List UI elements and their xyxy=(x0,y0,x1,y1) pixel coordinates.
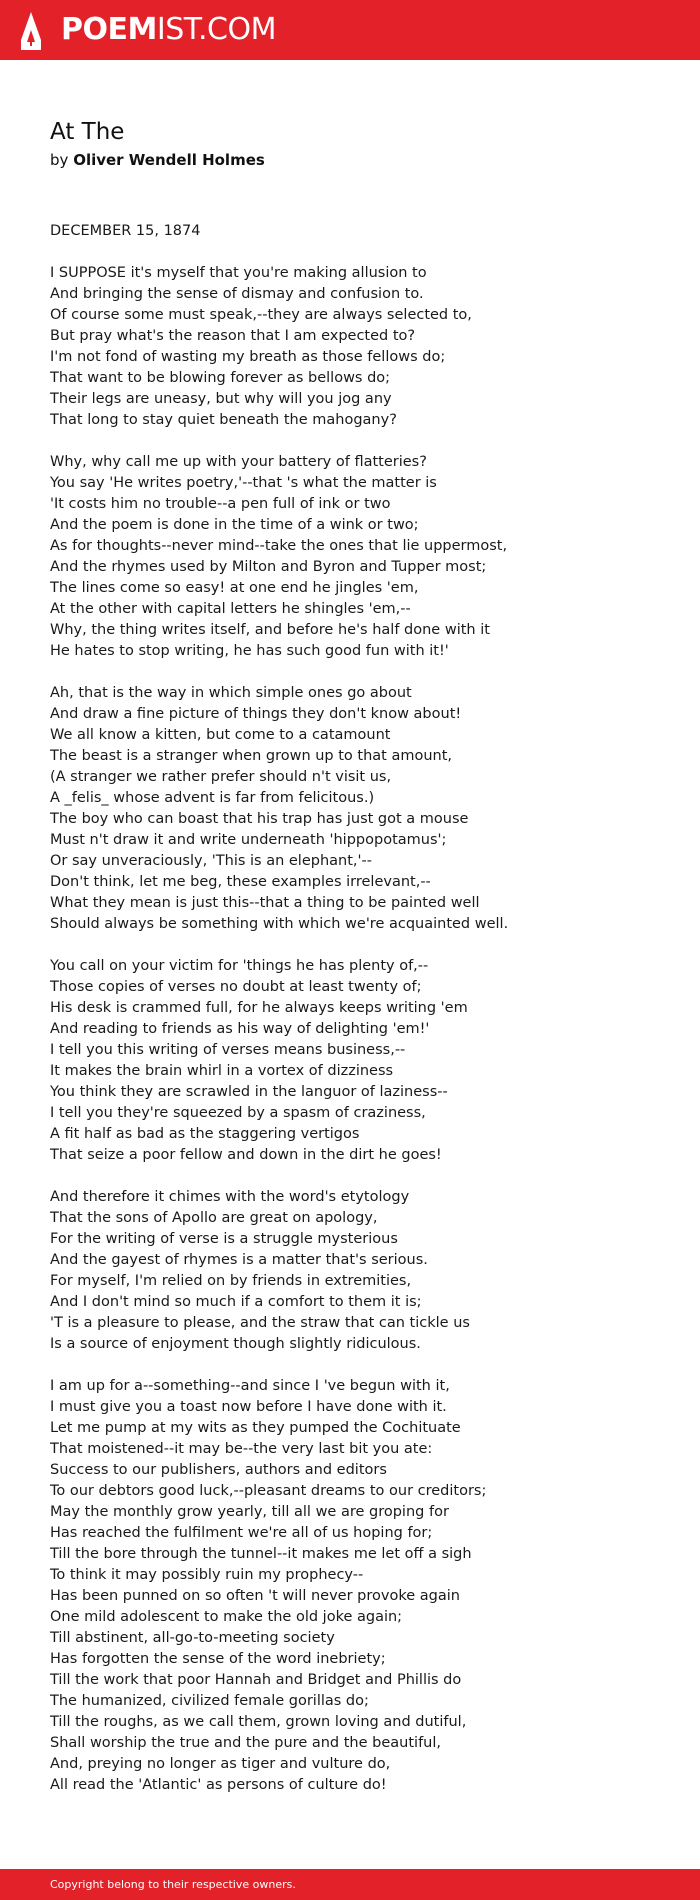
poem-line: Is a source of enjoyment though slightly ridiculous. xyxy=(50,1336,421,1352)
site-header xyxy=(0,0,700,60)
poem-line: Till the roughs, as we call them, grown loving and dutiful, xyxy=(50,1714,467,1730)
poem-line: To our debtors good luck,--pleasant dreams to our creditors; xyxy=(50,1483,487,1499)
poem-line: As for thoughts--never mind--take the ones that lie uppermost, xyxy=(50,538,508,554)
poem-line: But pray what's the reason that I am expected to? xyxy=(50,328,416,344)
poem-line: May the monthly grow yearly, till all we are groping for xyxy=(50,1504,449,1520)
poem-line: The humanized, civilized female gorillas do; xyxy=(50,1693,369,1709)
byline-prefix: by xyxy=(50,151,69,169)
poem-line: Has forgotten the sense of the word inebriety; xyxy=(50,1651,386,1667)
poem-line: All read the 'Atlantic' as persons of culture do! xyxy=(50,1777,387,1793)
poem-byline xyxy=(50,150,660,170)
poem-stanza xyxy=(50,956,670,1166)
poem-body xyxy=(50,263,670,1817)
poem-line: Should always be something with which we're acquainted well. xyxy=(50,916,509,932)
poem-line: Don't think, let me beg, these examples irrelevant,-- xyxy=(50,874,431,890)
poem-line: It makes the brain whirl in a vortex of dizziness xyxy=(50,1063,394,1079)
poem-line: Those copies of verses no doubt at least twenty of; xyxy=(50,979,422,995)
logo-name-bold: POEM xyxy=(61,12,157,47)
poem-line: Has reached the fulfilment we're all of us hoping for; xyxy=(50,1525,433,1541)
poem-line: Till abstinent, all-go-to-meeting society xyxy=(50,1630,335,1646)
poem-line: For the writing of verse is a struggle mysterious xyxy=(50,1231,398,1247)
poem-line: And therefore it chimes with the word's etytology xyxy=(50,1189,410,1205)
poem-line: You call on your victim for 'things he has plenty of,-- xyxy=(50,958,429,974)
poem-line: I tell you this writing of verses means business,-- xyxy=(50,1042,406,1058)
poem-line: And the poem is done in the time of a wink or two; xyxy=(50,517,419,533)
poem-line: You say 'He writes poetry,'--that 's what the matter is xyxy=(50,475,437,491)
poem-line: A fit half as bad as the staggering vertigos xyxy=(50,1126,360,1142)
poem-line: You think they are scrawled in the languor of laziness-- xyxy=(50,1084,448,1100)
poem-line: And, preying no longer as tiger and vulture do, xyxy=(50,1756,391,1772)
poem-line: At the other with capital letters he shingles 'em,-- xyxy=(50,601,411,617)
poem-line: That moistened--it may be--the very last bit you ate: xyxy=(50,1441,433,1457)
poem-line: For myself, I'm relied on by friends in extremities, xyxy=(50,1273,412,1289)
poem-line: To think it may possibly ruin my prophecy-- xyxy=(50,1567,364,1583)
poem-line: Their legs are uneasy, but why will you jog any xyxy=(50,391,392,407)
poem-stanza xyxy=(50,1376,670,1796)
poem-line: I am up for a--something--and since I 've begun with it, xyxy=(50,1378,450,1394)
poem-line: Of course some must speak,--they are always selected to, xyxy=(50,307,472,323)
poem-line: I must give you a toast now before I have done with it. xyxy=(50,1399,447,1415)
poem-line: What they mean is just this--that a thing to be painted well xyxy=(50,895,480,911)
poem-stanza xyxy=(50,1187,670,1355)
poem-line: We all know a kitten, but come to a catamount xyxy=(50,727,391,743)
poem-line: Has been punned on so often 't will never provoke again xyxy=(50,1588,460,1604)
poem-line: Success to our publishers, authors and editors xyxy=(50,1462,387,1478)
poem-title: At The xyxy=(50,119,125,145)
poem-line: One mild adolescent to make the old joke again; xyxy=(50,1609,403,1625)
logo-name-light: IST.COM xyxy=(156,12,276,47)
poem-author: Oliver Wendell Holmes xyxy=(73,151,265,169)
poem-line: Why, the thing writes itself, and before he's half done with it xyxy=(50,622,490,638)
poem-line: The lines come so easy! at one end he jingles 'em, xyxy=(50,580,419,596)
poem-stanza xyxy=(50,683,670,935)
poem-stanza xyxy=(50,263,670,431)
poem-line: His desk is crammed full, for he always keeps writing 'em xyxy=(50,1000,468,1016)
poem-line: Till the work that poor Hannah and Bridget and Phillis do xyxy=(50,1672,462,1688)
poem-line: (A stranger we rather prefer should n't visit us, xyxy=(50,769,392,785)
poem-line: Shall worship the true and the pure and the beautiful, xyxy=(50,1735,441,1751)
poem-line: And I don't mind so much if a comfort to them it is; xyxy=(50,1294,422,1310)
poem-line: And reading to friends as his way of delighting 'em!' xyxy=(50,1021,430,1037)
poem-line: And the gayest of rhymes is a matter that's serious. xyxy=(50,1252,428,1268)
poem-line: He hates to stop writing, he has such good fun with it!' xyxy=(50,643,449,659)
footer-copyright: Copyright belong to their respective owners. xyxy=(50,1878,296,1891)
poem-line: Ah, that is the way in which simple ones go about xyxy=(50,685,412,701)
site-logo[interactable] xyxy=(61,11,276,49)
poem-line: That seize a poor fellow and down in the dirt he goes! xyxy=(50,1147,442,1163)
poem-line: I'm not fond of wasting my breath as those fellows do; xyxy=(50,349,446,365)
poem-line: I tell you they're squeezed by a spasm of craziness, xyxy=(50,1105,426,1121)
poem-line: And the rhymes used by Milton and Byron and Tupper most; xyxy=(50,559,487,575)
poem-line: I SUPPOSE it's myself that you're making allusion to xyxy=(50,265,427,281)
poem-line: That the sons of Apollo are great on apology, xyxy=(50,1210,378,1226)
poem-line: Must n't draw it and write underneath 'hippopotamus'; xyxy=(50,832,447,848)
poem-stanza xyxy=(50,452,670,662)
poem-date: DECEMBER 15, 1874 xyxy=(50,223,201,239)
poem-line: The boy who can boast that his trap has just got a mouse xyxy=(50,811,469,827)
poem-line: 'It costs him no trouble--a pen full of ink or two xyxy=(50,496,391,512)
poem-line: A _felis_ whose advent is far from felicitous.) xyxy=(50,790,375,806)
poem-line: Let me pump at my wits as they pumped the Cochituate xyxy=(50,1420,461,1436)
poem-line: Why, why call me up with your battery of flatteries? xyxy=(50,454,427,470)
poem-line: Or say unveraciously, 'This is an elephant,'-- xyxy=(50,853,372,869)
poem-line: And draw a fine picture of things they don't know about! xyxy=(50,706,462,722)
poem-line: And bringing the sense of dismay and confusion to. xyxy=(50,286,424,302)
poem-line: That want to be blowing forever as bellows do; xyxy=(50,370,391,386)
poem-line: Till the bore through the tunnel--it makes me let off a sigh xyxy=(50,1546,472,1562)
poem-line: The beast is a stranger when grown up to that amount, xyxy=(50,748,453,764)
site-footer xyxy=(0,1869,700,1900)
poem-line: That long to stay quiet beneath the mahogany? xyxy=(50,412,397,428)
pen-nib-icon[interactable] xyxy=(18,10,44,52)
poem-content xyxy=(50,118,660,1793)
poem-line: 'T is a pleasure to please, and the straw that can tickle us xyxy=(50,1315,470,1331)
